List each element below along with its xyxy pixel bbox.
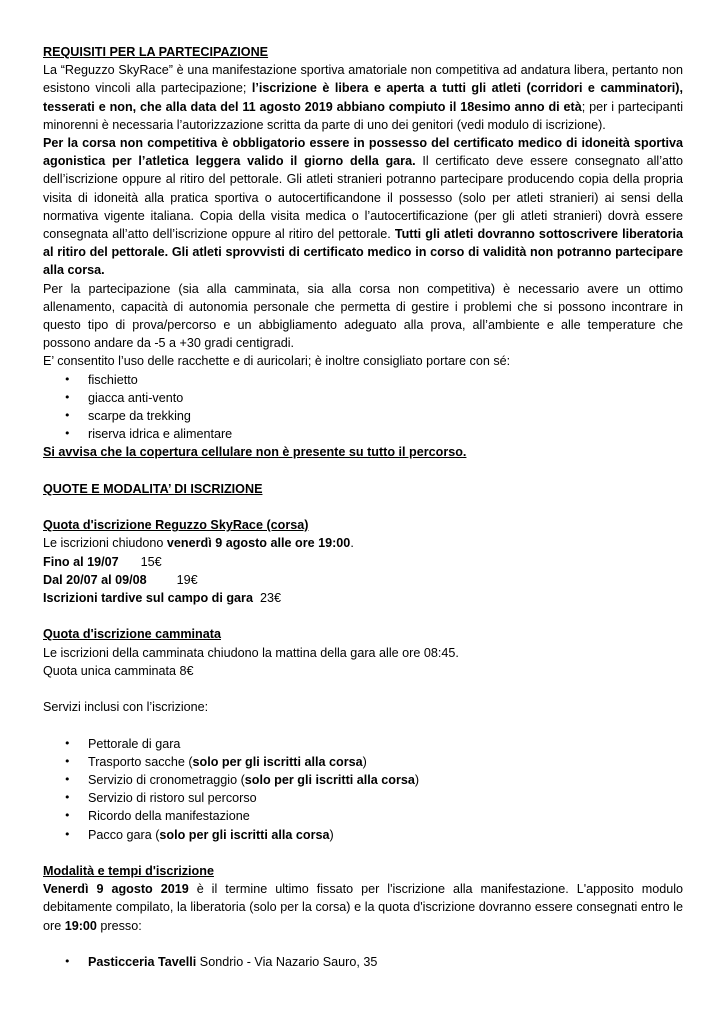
shop-name: Pasticceria Tavelli [88, 955, 197, 970]
text-run: ; per i partecipanti minorenni è necessaria l’autorizzazione scritta da parte di uno dei genitori (vedi modulo di iscrizione). [43, 99, 683, 132]
text-run-bold: 19:00 [64, 918, 97, 933]
walk-close-line: Le iscrizioni della camminata chiudono la mattina della gara alle ore 08:45. [43, 645, 459, 660]
text-run: Servizio di cronometraggio ( [88, 773, 245, 788]
list-item: • scarpe da trekking [88, 407, 683, 425]
walk-fee-heading: Quota d'iscrizione camminata [43, 627, 221, 642]
requirements-heading: REQUISITI PER LA PARTECIPAZIONE [43, 45, 269, 59]
tier-price: 23€ [259, 591, 281, 606]
list-item: • Servizio di ristoro sul percorso [88, 789, 683, 807]
race-tier-2 [43, 571, 683, 589]
text-run: presso: [96, 918, 142, 933]
text-run: ) [414, 773, 420, 788]
spacer [43, 498, 683, 516]
timing-heading: Modalità e tempi d'iscrizione [43, 864, 214, 879]
list-item: • riserva idrica e alimentare [88, 425, 683, 443]
text-run: è il termine ultimo fissato per l'iscrizione alla manifestazione. L'apposito modulo debitamente compilato, la liberatoria (solo per la corsa) e la quota d'iscrizione dovranno essere consegnati entro le ore [43, 882, 684, 933]
tier-price: 19€ [176, 572, 198, 587]
list-item: • giacca anti-vento [88, 389, 683, 407]
shop-address: Sondrio - Via Nazario Sauro, 35 [196, 955, 378, 970]
services-intro: Servizi inclusi con l’iscrizione: [43, 700, 209, 715]
requirements-paragraph-4: E’ consentito l’uso delle racchette e di auricolari; è inoltre consigliato portare con sé: [43, 354, 511, 369]
list-item [88, 753, 683, 771]
spacer [43, 462, 683, 480]
tier-label: Iscrizioni tardive sul campo di gara [43, 591, 253, 606]
race-tier-3 [43, 589, 683, 607]
requirements-paragraph-3: Per la partecipazione (sia alla camminata, sia alla corsa non competitiva) è necessario avere un ottimo allenamento, capacità di autonomia personale che permetta di gestire i problemi che si possono incontrare in questo tipo di prova/percorso e un abbigliamento adeguato alla prova, all’ambiente e alle temperature che possono andare da -5 a +30 gradi centigradi. [43, 281, 683, 351]
list-item: • fischietto [88, 371, 683, 389]
equipment-list [43, 371, 683, 444]
requirements-paragraph-1 [43, 61, 683, 134]
spacer [43, 716, 683, 734]
walk-price-line: Quota unica camminata 8€ [43, 663, 194, 678]
text-run: Il certificato deve essere consegnato all’atto dell’iscrizione oppure al ritiro del pettorale. Gli atleti stranieri potranno partecipare producendo copia della propria visita di idoneità alla pratica sportiva o autocertificandone il possesso (solo per atleti stranieri) ai sensi della normativa vigente italiana. Copia della visita medica o l’autocertificazione (per gli atleti stranieri) dovrà essere consegnata all’atto dell’iscrizione oppure al ritiro del pettorale. [43, 154, 683, 242]
spacer [43, 935, 683, 953]
requirements-paragraph-2 [43, 134, 683, 280]
text-run: ) [329, 827, 334, 842]
text-run-bold: l’iscrizione è libera e aperta a tutti gli atleti (corridori e camminatori), tesserati e non, che alla data del 11 agosto 2019 abbiano compiuto il 18esimo anno di età [43, 81, 683, 114]
spacer [43, 844, 683, 862]
race-fee-heading: Quota d'iscrizione Reguzzo SkyRace (corsa) [43, 518, 309, 533]
tier-label: Fino al 19/07 [43, 554, 119, 569]
locations-list [43, 953, 683, 971]
list-item: • Pettorale di gara [88, 735, 683, 753]
spacer [43, 607, 683, 625]
race-close-line [43, 534, 683, 552]
text-run: Trasporto sacche ( [88, 754, 193, 769]
text-run: . [350, 536, 354, 551]
list-item [88, 953, 683, 971]
spacer [43, 680, 683, 698]
coverage-warning: Si avvisa che la copertura cellulare non è presente su tutto il percorso. [43, 445, 467, 460]
text-run-bold: venerdì 9 agosto alle ore 19:00 [166, 536, 351, 551]
list-item [88, 771, 683, 789]
tier-label: Dal 20/07 al 09/08 [43, 572, 147, 587]
text-run-bold: Per la corsa non competitiva è obbligatorio essere in possesso del certificato medico di idoneità sportiva agonistica per l’atletica leggera valido il giorno della gara. [43, 136, 683, 169]
tier-price: 15€ [140, 554, 162, 569]
text-run: Pacco gara ( [88, 827, 160, 842]
text-run: Le iscrizioni chiudono [43, 536, 167, 551]
race-tier-1 [43, 553, 683, 571]
text-run: La “Reguzzo SkyRace” è una manifestazione sportiva amatoriale non competitiva ad andatura libera, pertanto non esistono vincoli alla partecipazione; [43, 63, 683, 96]
text-run: ) [362, 754, 367, 769]
text-run-bold: solo per gli iscritti alla corsa [159, 827, 330, 842]
text-run-bold: solo per gli iscritti alla corsa [192, 754, 363, 769]
text-run-bold: Tutti gli atleti dovranno sottoscrivere liberatoria al ritiro del pettorale. Gli atleti sprovvisti di certificato medico in corso di validità non potranno partecipare alla corsa. [43, 227, 683, 278]
document-page [43, 43, 683, 971]
list-item: • Ricordo della manifestazione [88, 807, 683, 825]
text-run-bold: Venerdì 9 agosto 2019 [43, 882, 189, 897]
services-list [43, 735, 683, 844]
text-run-bold: solo per gli iscritti alla corsa [244, 773, 415, 788]
fees-heading: QUOTE E MODALITA’ DI ISCRIZIONE [43, 481, 263, 496]
list-item [88, 826, 683, 844]
timing-paragraph [43, 880, 683, 935]
